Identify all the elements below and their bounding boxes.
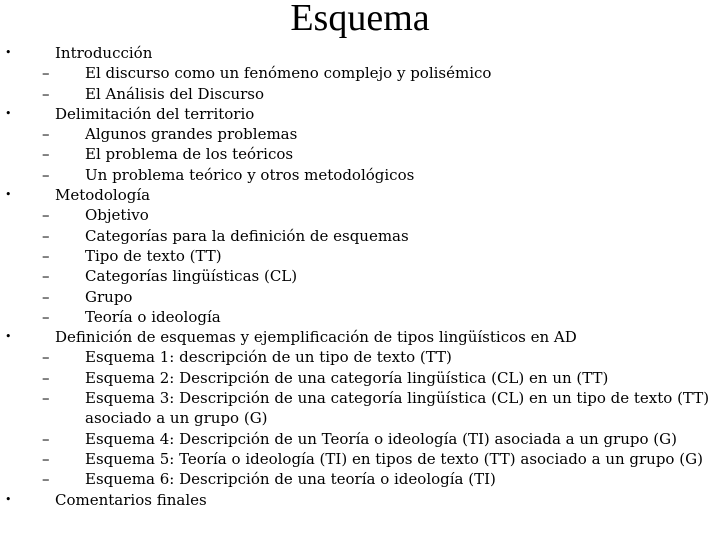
dash-icon: – [42,267,50,286]
section-label: Definición de esquemas y ejemplificación de tipos lingüísticos en AD [55,328,577,347]
subsection-item [0,165,720,185]
dash-icon: – [42,64,50,83]
subsection-label: Teoría o ideología [85,307,221,326]
subsection-item [0,388,720,408]
dash-icon: – [42,449,50,468]
subsection-label-continuation: asociado a un grupo (G) [85,409,268,428]
subsection-item [0,287,720,307]
bullet-icon: • [5,46,12,59]
dash-icon: – [42,84,50,103]
dash-icon: – [42,125,50,144]
dash-icon: – [42,368,50,387]
section-label: Delimitación del territorio [55,104,255,123]
section-label: Introducción [55,44,153,62]
dash-icon: – [42,389,50,408]
subsection-label: Esquema 5: Teoría o ideología (TI) en tipos de texto (TT) asociado a un grupo (G) [85,449,703,468]
subsection-label: El discurso como un fenómeno complejo y polisémico [85,64,492,83]
subsection-continuation [0,408,720,428]
dash-icon: – [42,287,50,306]
slide-title: Esquema [290,0,430,39]
dash-icon: – [42,206,50,225]
subsection-label: Esquema 4: Descripción de un Teoría o ideología (TI) asociada a un grupo (G) [85,429,677,448]
section-item [0,43,720,63]
section-label: Metodología [55,186,151,205]
section-item [0,104,720,124]
dash-icon: – [42,470,50,489]
dash-icon: – [42,307,50,326]
subsection-item [0,124,720,144]
subsection-label: Grupo [85,287,133,306]
subsection-item [0,84,720,104]
dash-icon: – [42,226,50,245]
subsection-item [0,144,720,164]
subsection-label: Algunos grandes problemas [85,125,298,144]
dash-icon: – [42,429,50,448]
section-label: Comentarios finales [55,490,207,509]
subsection-label: Categorías para la definición de esquemas [85,226,409,245]
subsection-item [0,205,720,225]
subsection-item [0,307,720,327]
subsection-item [0,226,720,246]
subsection-label: El problema de los teóricos [85,145,294,164]
subsection-item [0,63,720,83]
section-item [0,490,720,510]
dash-icon: – [42,165,50,184]
subsection-label: Categorías lingüísticas (CL) [85,267,298,286]
subsection-item [0,368,720,388]
subsection-label: Esquema 2: Descripción de una categoría lingüística (CL) en un (TT) [85,368,609,387]
subsection-label: El Análisis del Discurso [85,84,265,103]
section-item [0,327,720,347]
section-item [0,185,720,205]
subsection-label: Esquema 6: Descripción de una teoría o ideología (TI) [85,470,496,489]
subsection-item [0,469,720,489]
subsection-item [0,429,720,449]
bullet-icon: • [5,492,12,506]
subsection-label: Esquema 3: Descripción de una categoría lingüística (CL) en un tipo de texto (TT) [85,389,710,408]
subsection-label: Tipo de texto (TT) [85,246,222,265]
subsection-item [0,449,720,469]
dash-icon: – [42,145,50,164]
subsection-item [0,266,720,286]
subsection-item [0,246,720,266]
bullet-icon: • [5,106,12,120]
bullet-icon: • [5,188,12,202]
outline-list [0,43,720,510]
bullet-icon: • [5,330,12,344]
subsection-label: Un problema teórico y otros metodológicos [85,165,415,184]
subsection-label: Objetivo [85,206,149,225]
subsection-label: Esquema 1: descripción de un tipo de texto (TT) [85,348,452,367]
dash-icon: – [42,348,50,367]
subsection-item [0,347,720,367]
dash-icon: – [42,246,50,265]
